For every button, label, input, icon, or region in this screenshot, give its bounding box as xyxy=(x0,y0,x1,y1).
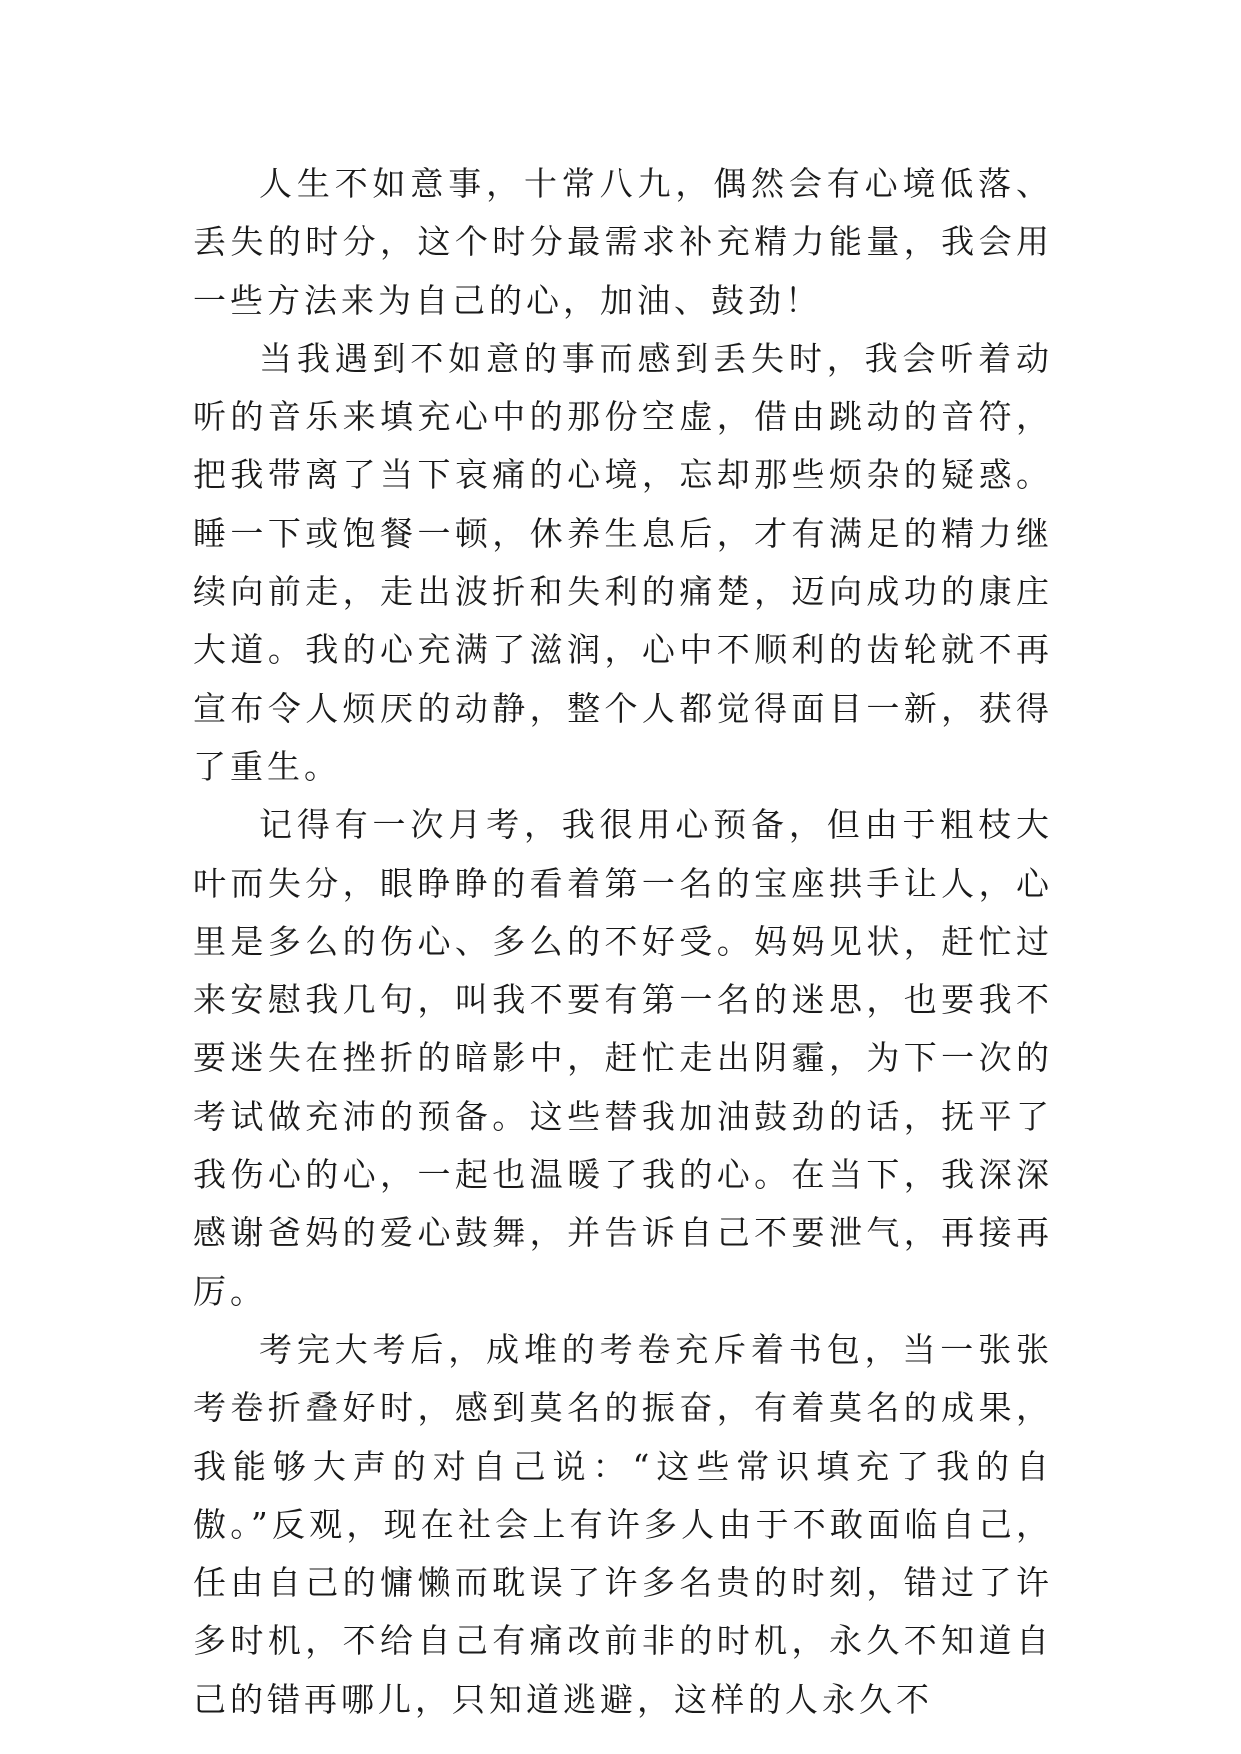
body-text xyxy=(193,155,1053,1729)
paragraph-3: 记得有一次月考，我很用心预备，但由于粗枝大叶而失分，眼睁睁的看着第一名的宝座拱手让人，心里是多么的伤心、多么的不好受。妈妈见状，赶忙过来安慰我几句，叫我不要有第一名的迷思，也要我不要迷失在挫折的暗影中，赶忙走出阴霾，为下一次的考试做充沛的预备。这些替我加油鼓劲的话，抚平了我伤心的心，一起也温暖了我的心。在当下，我深深感谢爸妈的爱心鼓舞，并告诉自己不要泄气，再接再厉。 xyxy=(193,805,1053,1311)
paragraph-4: 考完大考后，成堆的考卷充斥着书包，当一张张考卷折叠好时，感到莫名的振奋，有着莫名的成果，我能够大声的对自己说：“这些常识填充了我的自傲。”反观，现在社会上有许多人由于不敢面临自己，任由自己的慵懒而耽误了许多名贵的时刻，错过了许多时机，不给自己有痛改前非的时机，永久不知道自己的错再哪儿，只知道逃避，这样的人永久不 xyxy=(193,1329,1053,1719)
paragraph-2: 当我遇到不如意的事而感到丢失时，我会听着动听的音乐来填充心中的那份空虚，借由跳动的音符，把我带离了当下哀痛的心境，忘却那些烦杂的疑惑。睡一下或饱餐一顿，休养生息后，才有满足的精力继续向前走，走出波折和失利的痛楚，迈向成功的康庄大道。我的心充满了滋润，心中不顺利的齿轮就不再宣布令人烦厌的动静，整个人都觉得面目一新，获得了重生。 xyxy=(193,338,1053,786)
paragraph-1: 人生不如意事，十常八九，偶然会有心境低落、丢失的时分，这个时分最需求补充精力能量，我会用一些方法来为自己的心，加油、鼓劲！ xyxy=(193,164,1053,320)
